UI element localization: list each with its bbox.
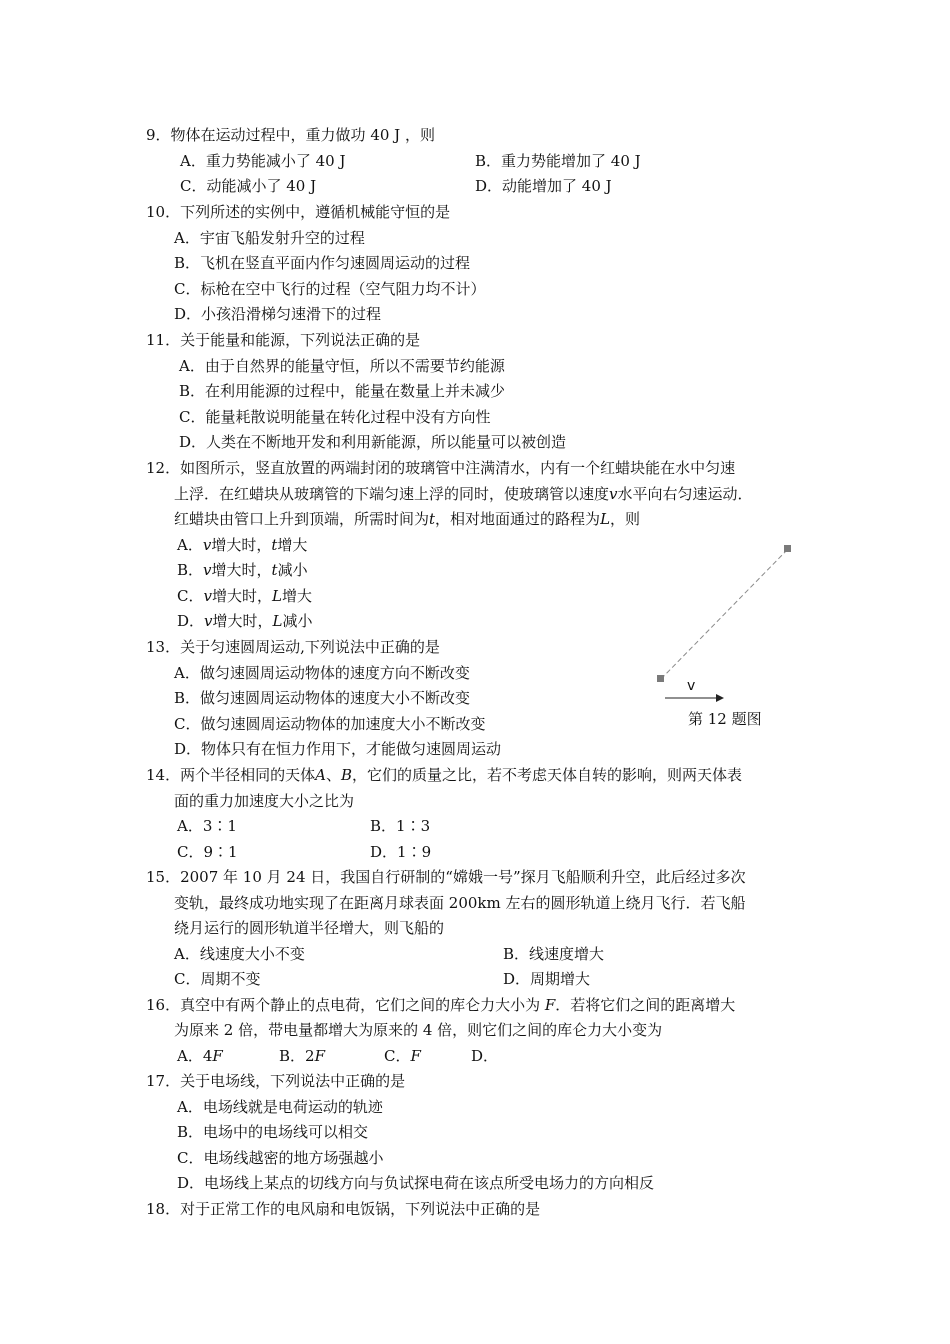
option-text: 增大时，: [211, 536, 272, 554]
option-text: 增大时，: [211, 561, 272, 579]
q12-option-d: [177, 611, 313, 631]
q12-stem-text: 上浮．在红蜡块从玻璃管的下端匀速上浮的同时，使玻璃管以速度: [174, 485, 610, 503]
option-text: A．4: [177, 1047, 213, 1065]
q14-stem-line1: [146, 765, 742, 785]
option-label: D．: [177, 612, 205, 630]
q12-var-L: L: [600, 510, 611, 528]
q12-option-b: [177, 560, 308, 580]
q10-option-b: B．飞机在竖直平面内作匀速圆周运动的过程: [174, 254, 471, 272]
q17-stem: 17．关于电场线，下列说法中正确的是: [146, 1072, 406, 1090]
q13-option-a: A．做匀速圆周运动物体的速度方向不断改变: [174, 664, 470, 682]
q15-option-d: D．周期增大: [503, 970, 591, 988]
q12-figure-caption: 第 12 题图: [688, 710, 762, 728]
q14-option-d: D．1∶9: [370, 843, 432, 861]
option-text: 增大: [281, 587, 312, 605]
option-label: C．: [177, 587, 204, 605]
q12-stem-text: ，相对地面通过的路程为: [435, 510, 601, 528]
var-B: B: [340, 766, 352, 784]
q9-option-d: D．动能增加了 40 J: [475, 177, 612, 195]
q13-option-b: B．做匀速圆周运动物体的速度大小不断改变: [174, 689, 471, 707]
q13-option-d: D．物体只有在恒力作用下，才能做匀速圆周运动: [174, 740, 502, 758]
q12-figure: [640, 538, 810, 738]
velocity-label: v: [687, 678, 696, 694]
q16-stem-line1: [146, 995, 735, 1015]
q14-option-c: C．9∶1: [177, 843, 238, 861]
q11-stem: 11．关于能量和能源，下列说法正确的是: [146, 331, 421, 349]
option-text: B．2: [279, 1047, 315, 1065]
q12-option-a: [177, 535, 307, 555]
q15-option-c: C．周期不变: [174, 970, 261, 988]
var-v: v: [202, 536, 212, 554]
option-label: B．: [177, 561, 204, 579]
q13-stem: 13．关于匀速圆周运动,下列说法中正确的是: [146, 638, 440, 656]
var-A: A: [315, 766, 326, 784]
var-v: v: [204, 612, 213, 630]
q18-stem: 18．对于正常工作的电风扇和电饭锅，下列说法中正确的是: [146, 1200, 541, 1218]
var: L: [272, 612, 283, 630]
var-F: F: [212, 1047, 223, 1065]
q12-stem-line3: [174, 509, 640, 529]
q16-option-d: D．: [471, 1047, 499, 1065]
q12-var-v: v: [609, 485, 618, 503]
q9-stem: 9．物体在运动过程中，重力做功 40 J ，则: [146, 126, 435, 144]
option-text: 减小: [277, 561, 308, 579]
q16-stem-text: ．若将它们之间的距离增大: [555, 996, 736, 1014]
q12-stem-text: ，则: [610, 510, 641, 528]
q14-stem-text: 14．两个半径相同的天体: [146, 766, 316, 784]
q9-option-c: C．动能减小了 40 J: [180, 177, 317, 195]
var-v: v: [203, 587, 212, 605]
q15-stem-line3: 绕月运行的圆形轨道半径增大，则飞船的: [174, 919, 445, 937]
q17-option-a: A．电场线就是电荷运动的轨迹: [177, 1098, 383, 1116]
q17-option-b: B．电场中的电场线可以相交: [177, 1123, 369, 1141]
q15-option-a: A．线速度大小不变: [174, 945, 305, 963]
q15-stem-line1: 15．2007 年 10 月 24 日，我国自行研制的“嫦娥一号”探月飞船顺利升空，此后经过多次: [146, 868, 746, 886]
q10-option-a: A．宇宙飞船发射升空的过程: [174, 229, 365, 247]
q12-stem-line2: [174, 484, 753, 504]
option-text: C．: [384, 1047, 411, 1065]
q17-option-c: C．电场线越密的地方场强越小: [177, 1149, 384, 1167]
q9-option-a: A．重力势能减小了 40 J: [180, 152, 346, 170]
q16-stem-line2: 为原来 2 倍，带电量都增大为原来的 4 倍，则它们之间的库仑力大小变为: [174, 1021, 663, 1039]
var: L: [271, 587, 282, 605]
q11-option-b: B．在利用能源的过程中，能量在数量上并未减少: [179, 382, 506, 400]
var-F: F: [410, 1047, 421, 1065]
var: t: [271, 561, 278, 579]
q16-option-c: [384, 1046, 421, 1066]
option-text: 增大时，: [211, 587, 272, 605]
var: t: [271, 536, 278, 554]
q9-option-b: B．重力势能增加了 40 J: [475, 152, 641, 170]
var-F: F: [314, 1047, 325, 1065]
q10-option-d: D．小孩沿滑梯匀速滑下的过程: [174, 305, 382, 323]
q11-option-c: C．能量耗散说明能量在转化过程中没有方向性: [179, 408, 491, 426]
q15-option-b: B．线速度增大: [503, 945, 605, 963]
q14-option-a: A．3∶1: [177, 817, 237, 835]
option-text: 减小: [282, 612, 313, 630]
q12-stem-text: 水平向右匀速运动．: [617, 485, 753, 503]
q15-stem-line2: 变轨，最终成功地实现了在距离月球表面 200km 左右的圆形轨道上绕月飞行．若飞船: [174, 894, 746, 912]
q11-option-d: D．人类在不断地开发和利用新能源，所以能量可以被创造: [179, 433, 567, 451]
q10-option-c: C．标枪在空中飞行的过程（空气阻力均不计）: [174, 280, 486, 298]
start-point-marker: [657, 675, 664, 682]
q16-option-a: [177, 1046, 223, 1066]
q12-stem-text: 红蜡块由管口上升到顶端，所需时间为: [174, 510, 430, 528]
q16-stem-text: 16．真空中有两个静止的点电荷，它们之间的库仑力大小为: [146, 996, 541, 1014]
q17-option-d: D．电场线上某点的切线方向与负试探电荷在该点所受电场力的方向相反: [177, 1174, 655, 1192]
q13-option-c: C．做匀速圆周运动物体的加速度大小不断改变: [174, 715, 486, 733]
velocity-arrowhead: [716, 694, 724, 702]
option-label: A．: [177, 536, 203, 554]
var-v: v: [203, 561, 212, 579]
q14-stem-text: ，它们的质量之比，若不考虑天体自转的影响，则两天体表: [351, 766, 742, 784]
q14-option-b: B．1∶3: [370, 817, 431, 835]
q14-stem-line2: 面的重力加速度大小之比为: [174, 792, 355, 810]
separator: 、: [325, 766, 341, 784]
end-point-marker: [784, 545, 791, 552]
q12-option-c: [177, 586, 312, 606]
option-text: 增大: [277, 536, 308, 554]
q10-stem: 10．下列所述的实例中，遵循机械能守恒的是: [146, 203, 451, 221]
option-text: 增大时，: [212, 612, 273, 630]
trajectory-line: [661, 549, 788, 679]
q11-option-a: A．由于自然界的能量守恒，所以不需要节约能源: [179, 357, 505, 375]
var-F: F: [544, 996, 556, 1014]
q16-option-b: [279, 1046, 325, 1066]
q12-stem-line1: 12．如图所示，竖直放置的两端封闭的玻璃管中注满清水，内有一个红蜡块能在水中匀速: [146, 459, 736, 477]
q12-var-t: t: [429, 510, 436, 528]
